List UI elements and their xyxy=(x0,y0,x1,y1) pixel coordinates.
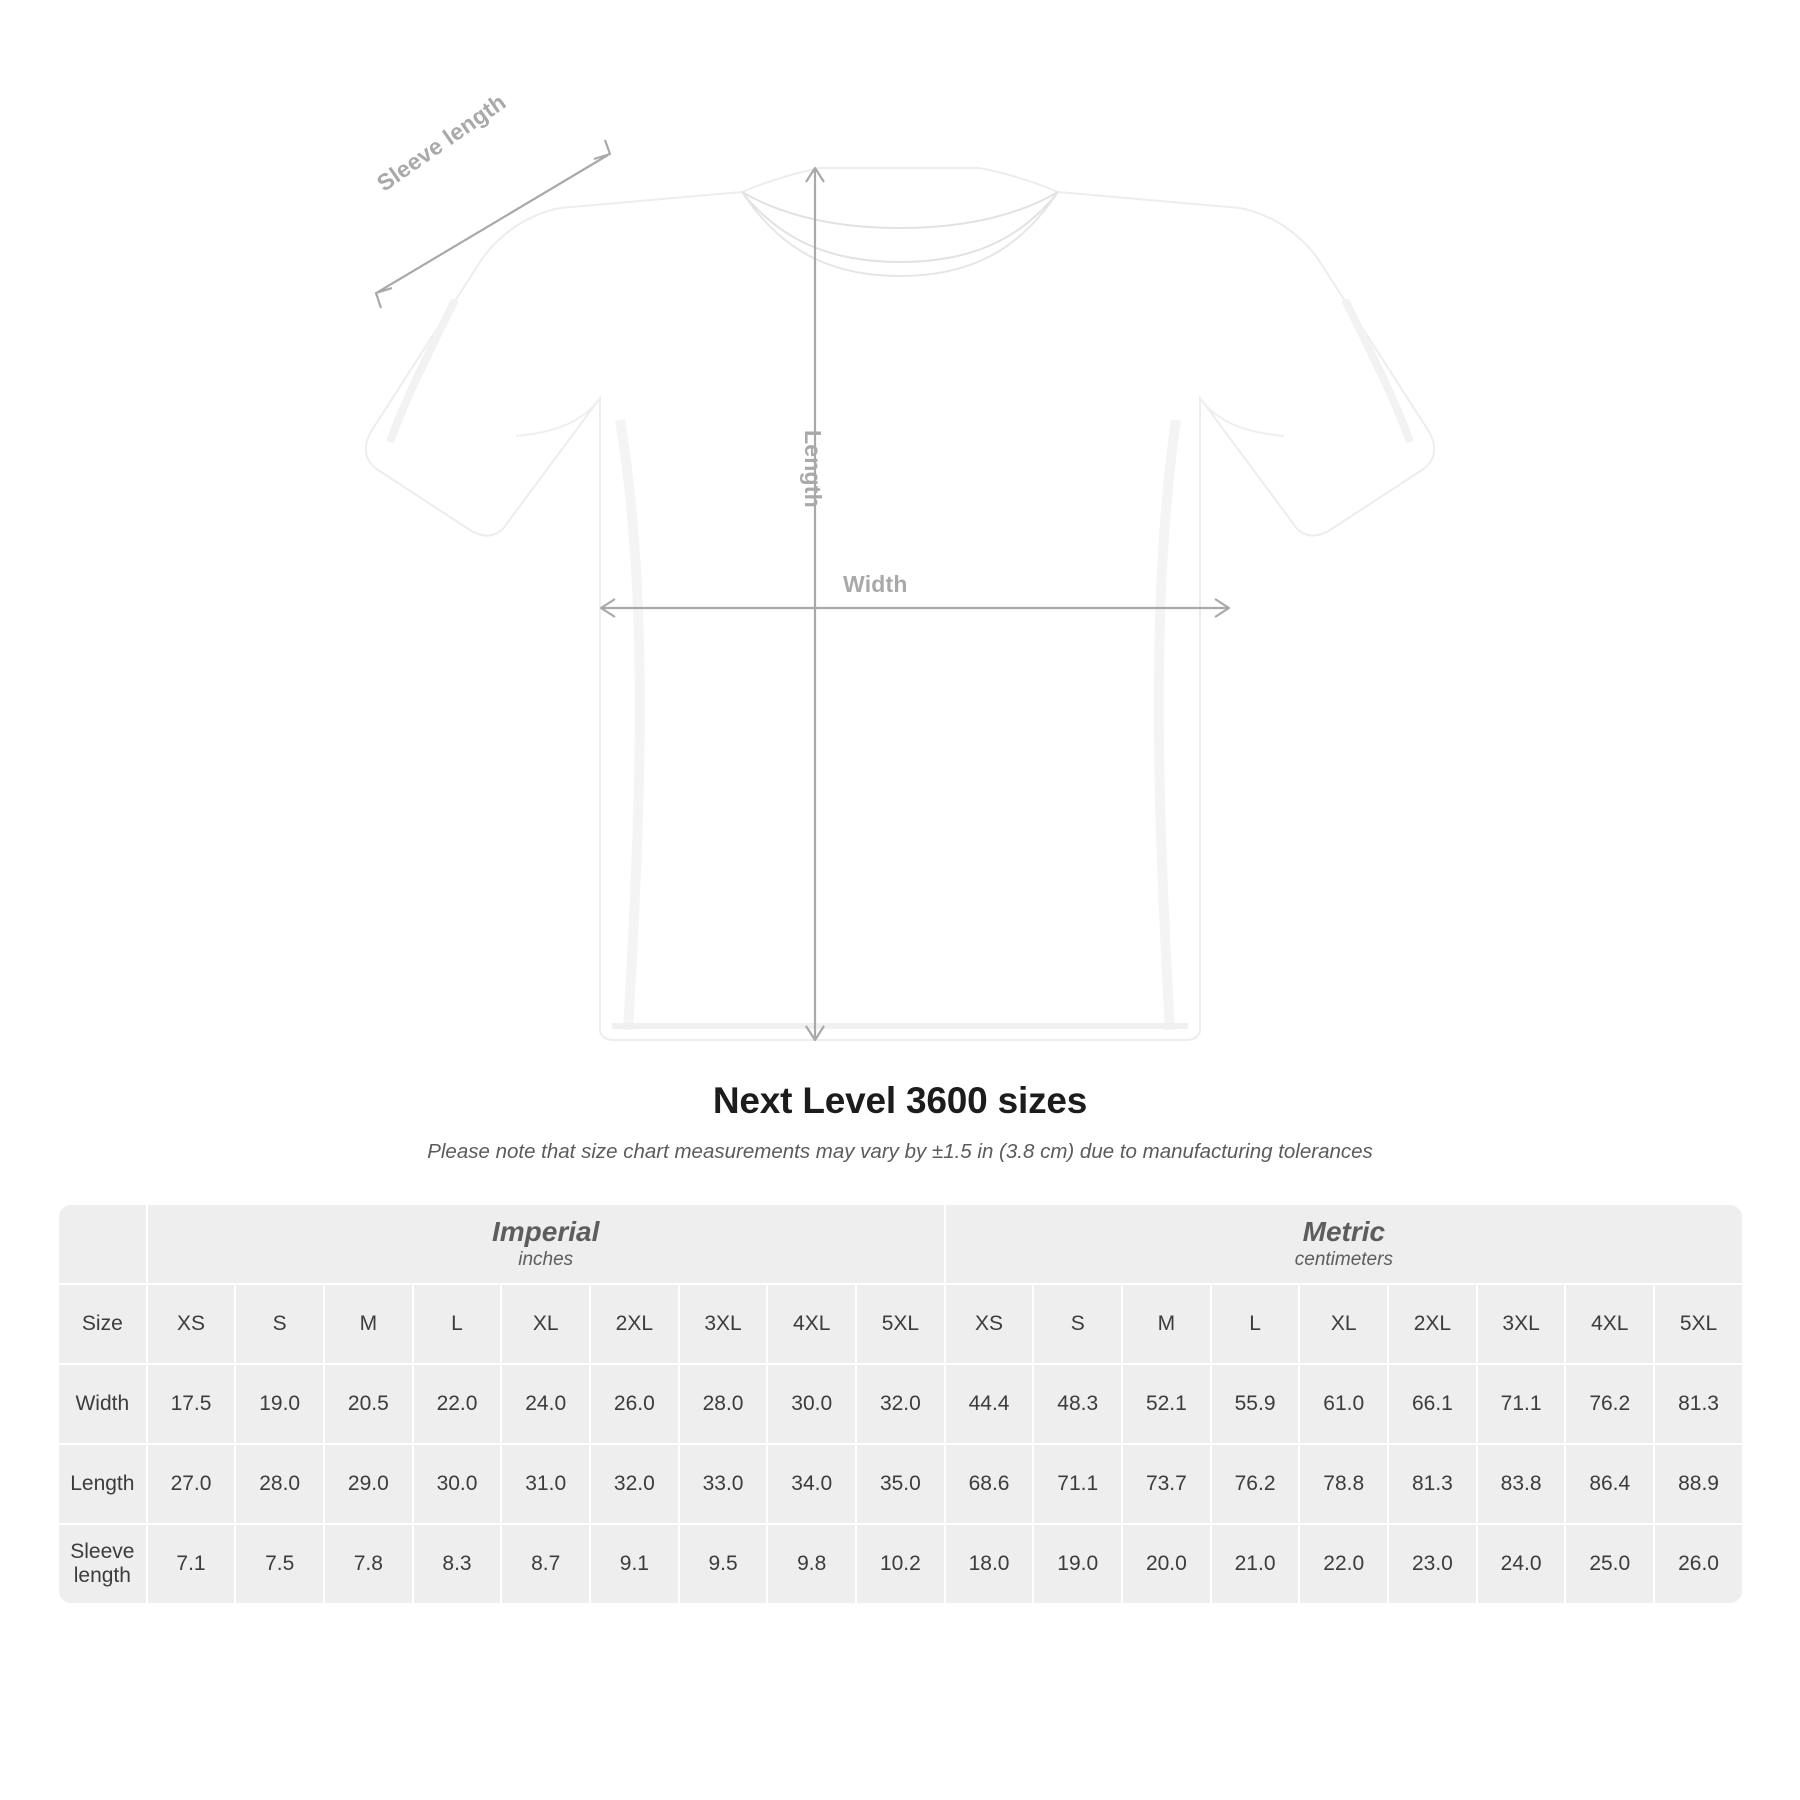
cell-width-metric-xl: 61.0 xyxy=(1300,1365,1387,1443)
cell-width-metric-3xl: 71.1 xyxy=(1478,1365,1565,1443)
row-label-length: Length xyxy=(59,1445,146,1523)
cell-length-imperial-s: 28.0 xyxy=(236,1445,323,1523)
size-col-imperial-5xl: 5XL xyxy=(857,1285,944,1363)
size-col-imperial-xl: XL xyxy=(502,1285,589,1363)
cell-width-imperial-s: 19.0 xyxy=(236,1365,323,1443)
size-col-imperial-xs: XS xyxy=(148,1285,235,1363)
size-col-imperial-4xl: 4XL xyxy=(768,1285,855,1363)
cell-sleeve-imperial-3xl: 9.5 xyxy=(680,1525,767,1603)
size-col-metric-xl: XL xyxy=(1300,1285,1387,1363)
cell-width-metric-l: 55.9 xyxy=(1212,1365,1299,1443)
cell-sleeve-imperial-s: 7.5 xyxy=(236,1525,323,1603)
cell-sleeve-imperial-m: 7.8 xyxy=(325,1525,412,1603)
size-col-metric-2xl: 2XL xyxy=(1389,1285,1476,1363)
page-title: Next Level 3600 sizes xyxy=(712,1080,1088,1121)
cell-length-imperial-2xl: 32.0 xyxy=(591,1445,678,1523)
cell-width-metric-s: 48.3 xyxy=(1034,1365,1121,1443)
size-col-metric-4xl: 4XL xyxy=(1566,1285,1653,1363)
size-col-imperial-s: S xyxy=(236,1285,323,1363)
cell-sleeve-imperial-l: 8.3 xyxy=(414,1525,501,1603)
cell-length-metric-m: 73.7 xyxy=(1123,1445,1210,1523)
size-header-row xyxy=(59,1285,1742,1363)
cell-sleeve-metric-s: 19.0 xyxy=(1034,1525,1121,1603)
cell-sleeve-metric-2xl: 23.0 xyxy=(1389,1525,1476,1603)
size-col-imperial-m: M xyxy=(325,1285,412,1363)
size-table xyxy=(57,1203,1744,1605)
length-dimension-label: Length xyxy=(800,430,826,508)
size-col-imperial-2xl: 2XL xyxy=(591,1285,678,1363)
cell-sleeve-metric-xs: 18.0 xyxy=(946,1525,1033,1603)
size-col-metric-5xl: 5XL xyxy=(1655,1285,1742,1363)
size-col-metric-m: M xyxy=(1123,1285,1210,1363)
cell-sleeve-metric-m: 20.0 xyxy=(1123,1525,1210,1603)
size-col-metric-s: S xyxy=(1034,1285,1121,1363)
width-dimension-label: Width xyxy=(843,571,908,597)
unit-name-imperial: Imperial xyxy=(492,1216,600,1248)
cell-width-imperial-4xl: 30.0 xyxy=(768,1365,855,1443)
cell-length-metric-xs: 68.6 xyxy=(946,1445,1033,1523)
cell-length-metric-s: 71.1 xyxy=(1034,1445,1121,1523)
table-row xyxy=(59,1525,1742,1603)
unit-sub-metric: centimeters xyxy=(1294,1249,1393,1271)
tshirt-graphic xyxy=(366,168,1435,1040)
sleeve-length-dimension-label: Sleeve length xyxy=(372,88,511,197)
size-col-metric-xs: XS xyxy=(946,1285,1033,1363)
cell-sleeve-metric-5xl: 26.0 xyxy=(1655,1525,1742,1603)
cell-width-metric-xs: 44.4 xyxy=(946,1365,1033,1443)
size-col-metric-3xl: 3XL xyxy=(1478,1285,1565,1363)
cell-sleeve-imperial-xl: 8.7 xyxy=(502,1525,589,1603)
cell-length-metric-3xl: 83.8 xyxy=(1478,1445,1565,1523)
cell-sleeve-metric-l: 21.0 xyxy=(1212,1525,1299,1603)
cell-length-metric-5xl: 88.9 xyxy=(1655,1445,1742,1523)
unit-header-metric xyxy=(946,1205,1742,1283)
size-table-container xyxy=(57,1203,1744,1605)
cell-width-metric-m: 52.1 xyxy=(1123,1365,1210,1443)
table-row xyxy=(59,1365,1742,1443)
cell-length-imperial-5xl: 35.0 xyxy=(857,1445,944,1523)
unit-sub-imperial: inches xyxy=(518,1249,574,1271)
table-corner-blank xyxy=(59,1205,146,1283)
heading-block xyxy=(0,1080,1800,1164)
cell-length-metric-xl: 78.8 xyxy=(1300,1445,1387,1523)
unit-header-row xyxy=(59,1205,1742,1283)
cell-length-metric-l: 76.2 xyxy=(1212,1445,1299,1523)
unit-header-imperial xyxy=(148,1205,944,1283)
cell-length-imperial-4xl: 34.0 xyxy=(768,1445,855,1523)
cell-sleeve-imperial-2xl: 9.1 xyxy=(591,1525,678,1603)
size-col-imperial-3xl: 3XL xyxy=(680,1285,767,1363)
cell-width-metric-2xl: 66.1 xyxy=(1389,1365,1476,1443)
cell-sleeve-metric-3xl: 24.0 xyxy=(1478,1525,1565,1603)
cell-length-imperial-m: 29.0 xyxy=(325,1445,412,1523)
cell-width-imperial-xs: 17.5 xyxy=(148,1365,235,1443)
cell-width-imperial-2xl: 26.0 xyxy=(591,1365,678,1443)
unit-name-metric: Metric xyxy=(1302,1216,1386,1248)
cell-sleeve-imperial-5xl: 10.2 xyxy=(857,1525,944,1603)
cell-sleeve-imperial-xs: 7.1 xyxy=(148,1525,235,1603)
cell-sleeve-metric-4xl: 25.0 xyxy=(1566,1525,1653,1603)
cell-length-metric-4xl: 86.4 xyxy=(1566,1445,1653,1523)
cell-width-metric-4xl: 76.2 xyxy=(1566,1365,1653,1443)
cell-length-imperial-l: 30.0 xyxy=(414,1445,501,1523)
cell-length-metric-2xl: 81.3 xyxy=(1389,1445,1476,1523)
table-row xyxy=(59,1445,1742,1523)
row-label-width: Width xyxy=(59,1365,146,1443)
cell-width-imperial-l: 22.0 xyxy=(414,1365,501,1443)
size-header-cell: Size xyxy=(59,1285,146,1363)
size-col-metric-l: L xyxy=(1212,1285,1299,1363)
tolerance-note: Please note that size chart measurements may vary by ±1.5 in (3.8 cm) due to manufacturing tolerances xyxy=(427,1140,1373,1163)
cell-sleeve-imperial-4xl: 9.8 xyxy=(768,1525,855,1603)
cell-width-imperial-m: 20.5 xyxy=(325,1365,412,1443)
row-label-sleeve-length: Sleeve length xyxy=(59,1525,146,1603)
cell-length-imperial-xs: 27.0 xyxy=(148,1445,235,1523)
cell-sleeve-metric-xl: 22.0 xyxy=(1300,1525,1387,1603)
cell-width-metric-5xl: 81.3 xyxy=(1655,1365,1742,1443)
cell-length-imperial-xl: 31.0 xyxy=(502,1445,589,1523)
cell-width-imperial-3xl: 28.0 xyxy=(680,1365,767,1443)
cell-width-imperial-xl: 24.0 xyxy=(502,1365,589,1443)
size-col-imperial-l: L xyxy=(414,1285,501,1363)
cell-width-imperial-5xl: 32.0 xyxy=(857,1365,944,1443)
cell-length-imperial-3xl: 33.0 xyxy=(680,1445,767,1523)
